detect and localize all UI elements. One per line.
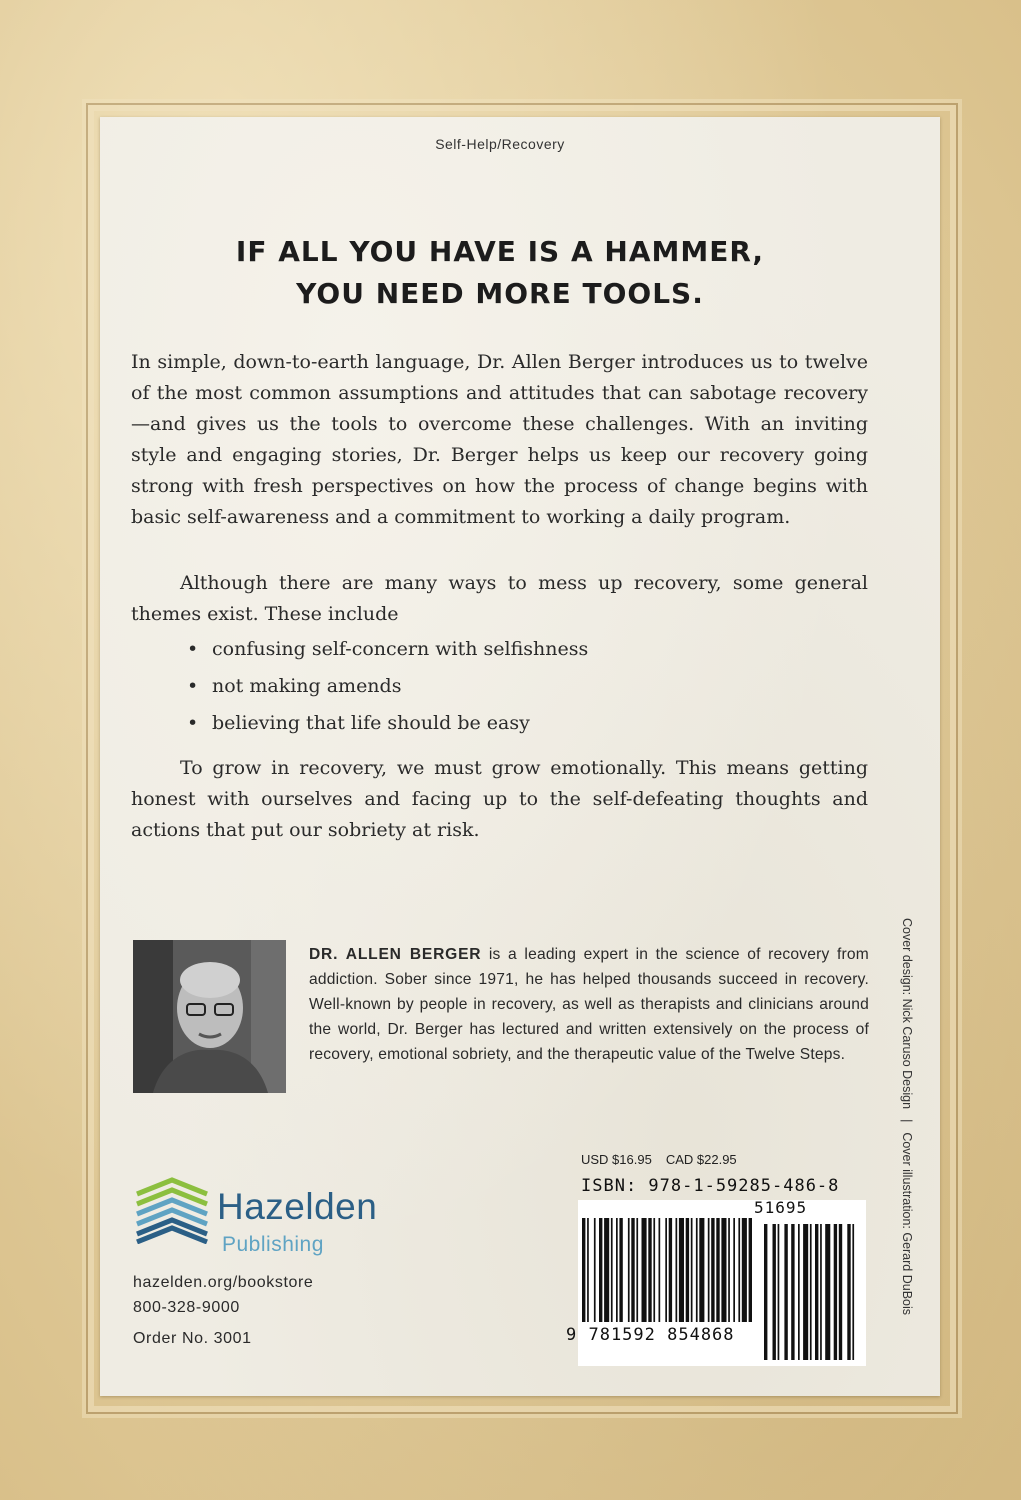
cover-credits <box>896 918 918 1364</box>
list-item: • believing that life should be easy <box>131 708 831 745</box>
author-name: DR. ALLEN BERGER <box>309 946 482 963</box>
bullet-icon: • <box>187 712 199 734</box>
author-bio <box>309 942 869 1067</box>
author-photo <box>133 940 286 1093</box>
cover-illustration-credit: Cover illustration: Gerard DuBois <box>900 1132 914 1316</box>
description-paragraph-1: In simple, down-to-earth language, Dr. Allen Berger introduces us to twelve of the most common assumptions and attitudes that can sabotage recovery—and gives us the tools to overcome these challenges. With an inviting style and engaging stories, Dr. Berger helps us keep our recovery going strong with fresh perspectives on how the process of change begins with basic self-awareness and a commitment to working a daily program. <box>131 351 868 528</box>
order-number: Order No. 3001 <box>133 1330 252 1347</box>
bullet-icon: • <box>187 638 199 660</box>
price-line <box>581 1152 751 1167</box>
hazelden-logo-icon <box>133 1176 211 1249</box>
publisher-name: Hazelden <box>217 1186 378 1227</box>
headline <box>0 231 1000 315</box>
author-bio-text: is a leading expert in the science of recovery from addiction. Sober since 1971, he has helped thousands succeed in recovery. Well-known by people in recovery, as well as therapists and clinicians around the world, Dr. Berger has lectured and written extensively on the process of recovery, emotional sobriety, and the therapeutic value of the Twelve Steps. <box>309 946 869 1063</box>
publisher-phone: 800-328-9000 <box>133 1299 240 1316</box>
list-item: • not making amends <box>131 671 831 708</box>
publisher-subtitle: Publishing <box>222 1233 324 1256</box>
price-usd: USD $16.95 <box>581 1152 652 1167</box>
isbn-label: ISBN: 978-1-59285-486-8 <box>581 1176 840 1196</box>
barcode-digits: 9 781592 854868 <box>566 1325 735 1345</box>
description-paragraph-2: Although there are many ways to mess up recovery, some general themes exist. These include <box>131 572 868 625</box>
price-cad: CAD $22.95 <box>665 1152 737 1167</box>
price-code: 51695 <box>754 1198 808 1217</box>
list-item: • confusing self-concern with selfishness <box>131 634 831 671</box>
cover-design-credit: Cover design: Nick Caruso Design <box>900 918 914 1110</box>
category-label: Self-Help/Recovery <box>435 136 565 152</box>
credits-separator: | <box>900 1119 914 1123</box>
themes-list <box>131 634 831 745</box>
headline-line-1: IF ALL YOU HAVE IS A HAMMER, <box>235 235 765 268</box>
description-paragraph-3: To grow in recovery, we must grow emotionally. This means getting honest with ourselves and facing up to the self-defeating thoughts and actions that put our sobriety at risk. <box>131 757 868 841</box>
bullet-icon: • <box>187 675 199 697</box>
headline-line-2: YOU NEED MORE TOOLS. <box>296 277 704 310</box>
publisher-website: hazelden.org/bookstore <box>133 1274 314 1291</box>
